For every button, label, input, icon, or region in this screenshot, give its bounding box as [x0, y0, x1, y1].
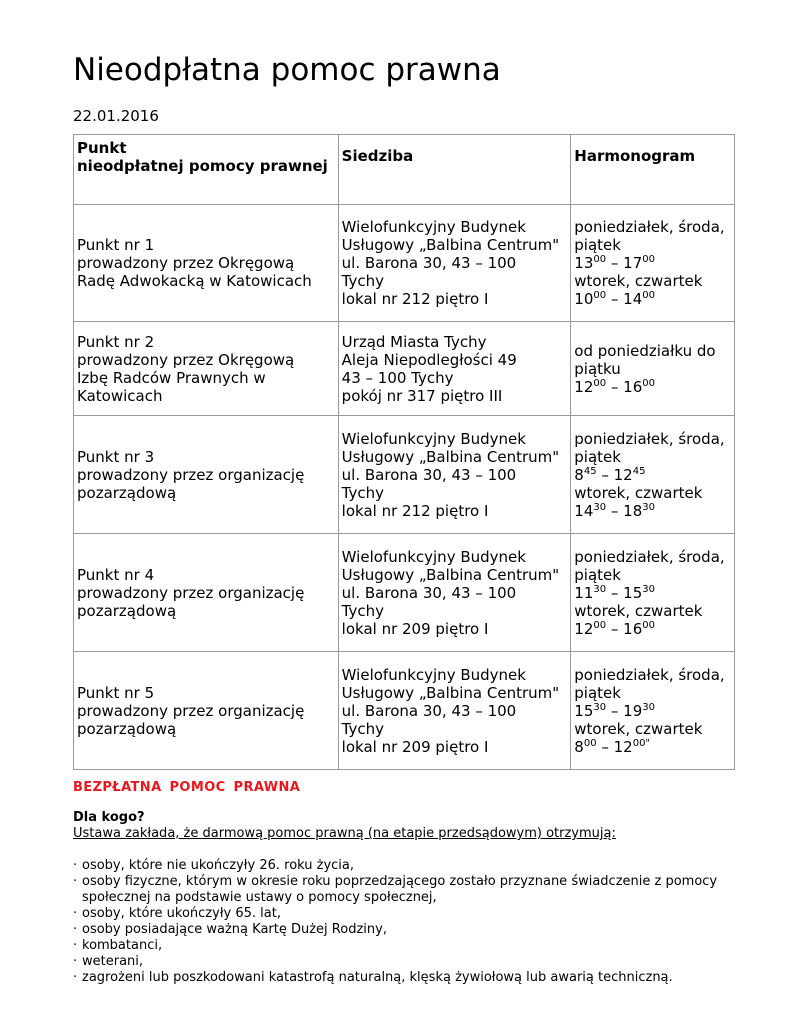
- table-row: [74, 416, 735, 534]
- for-whom-heading: Dla kogo?: [73, 810, 145, 825]
- time-range: $13^{00} - 17^{00}$: [574, 254, 655, 272]
- siedziba-cell: Wielofunkcyjny Budynek Usługowy „Balbina Centrum" ul. Barona 30, 43 – 100 Tychy lokal nr 212 piętro I: [338, 205, 571, 322]
- header-punkt: Punkt nieodpłatnej pomocy prawnej: [74, 135, 339, 205]
- punkt-cell: Punkt nr 3 prowadzony przez organizację pozarządową: [74, 416, 339, 534]
- schedule-cell: poniedziałek, środa, piątek $13^{00} - 17^{00}$ wtorek, czwartek $10^{00} - 14^{00}$: [571, 205, 735, 322]
- table-row: [74, 322, 735, 416]
- time-range: $14^{30} - 18^{30}$: [574, 501, 655, 520]
- time-range: $12^{00} - 16^{00}$: [574, 377, 655, 396]
- page-title: Nieodpłatna pomoc prawna: [73, 52, 501, 88]
- siedziba-cell: Wielofunkcyjny Budynek Usługowy „Balbina Centrum" ul. Barona 30, 43 – 100 Tychy lokal nr 212 piętro I: [338, 416, 571, 534]
- list-item: · osoby fizyczne, którym w okresie roku poprzedzającego zostało przyznane świadczenie z pomocy społecznej na podstawie ustawy o pomocy społecznej,: [73, 874, 733, 906]
- eligibility-list: [73, 858, 733, 986]
- table-row: [74, 534, 735, 652]
- time-range: $11^{30} - 15^{30}$: [574, 583, 655, 602]
- punkt-cell: Punkt nr 2 prowadzony przez Okręgową Izbę Radców Prawnych w Katowicach: [74, 322, 339, 416]
- list-item: · weterani,: [73, 954, 733, 970]
- schedule-cell: od poniedziałku do piątku $12^{00} - 16^{00}$: [571, 322, 735, 416]
- schedule-cell: poniedziałek, środa, piątek $11^{30} - 15^{30}$ wtorek, czwartek $12^{00} - 16^{00}$: [571, 534, 735, 652]
- time-range: $8^{00} - 12^{00"}$: [574, 737, 651, 756]
- list-item: · osoby, które nie ukończyły 26. roku życia,: [73, 858, 733, 874]
- siedziba-cell: Urząd Miasta Tychy Aleja Niepodległości 49 43 – 100 Tychy pokój nr 317 piętro III: [338, 322, 571, 416]
- free-legal-aid-section: [73, 780, 733, 986]
- punkt-cell: Punkt nr 5 prowadzony przez organizację pozarządową: [74, 652, 339, 770]
- table-header-row: [74, 135, 735, 205]
- time-range: $15^{30} - 19^{30}$: [574, 701, 655, 720]
- punkt-cell: Punkt nr 1 prowadzony przez Okręgową Radę Adwokacką w Katowicach: [74, 205, 339, 322]
- schedule-cell: poniedziałek, środa, piątek $8^{45} - 12^{45}$ wtorek, czwartek $14^{30} - 18^{30}$: [571, 416, 735, 534]
- schedule-cell: poniedziałek, środa, piątek $15^{30} - 19^{30}$ wtorek, czwartek $8^{00} - 12^{00"}$: [571, 652, 735, 770]
- time-range: $12^{00} - 16^{00}$: [574, 619, 655, 638]
- siedziba-cell: Wielofunkcyjny Budynek Usługowy „Balbina Centrum" ul. Barona 30, 43 – 100 Tychy lokal nr 209 piętro I: [338, 652, 571, 770]
- legal-aid-points-table: [73, 134, 735, 770]
- list-item: · zagrożeni lub poszkodowani katastrofą naturalną, klęską żywiołową lub awarią techniczną.: [73, 970, 733, 986]
- table-row: [74, 652, 735, 770]
- punkt-cell: Punkt nr 4 prowadzony przez organizację pozarządową: [74, 534, 339, 652]
- free-legal-aid-heading: BEZPŁATNA POMOC PRAWNA: [73, 780, 301, 795]
- table-row: [74, 205, 735, 322]
- list-item: · osoby, które ukończyły 65. lat,: [73, 906, 733, 922]
- time-range: $8^{45} - 12^{45}$: [574, 465, 646, 484]
- header-siedziba: Siedziba: [338, 135, 571, 205]
- list-item: · osoby posiadające ważną Kartę Dużej Rodziny,: [73, 922, 733, 938]
- eligibility-intro: Ustawa zakłada, że darmową pomoc prawną (na etapie przedsądowym) otrzymują:: [73, 826, 616, 841]
- document-date: 22.01.2016: [73, 107, 159, 125]
- list-item: · kombatanci,: [73, 938, 733, 954]
- header-harmonogram: Harmonogram: [571, 135, 735, 205]
- siedziba-cell: Wielofunkcyjny Budynek Usługowy „Balbina Centrum" ul. Barona 30, 43 – 100 Tychy lokal nr 209 piętro I: [338, 534, 571, 652]
- time-range: $10^{00} - 14^{00}$: [574, 290, 655, 308]
